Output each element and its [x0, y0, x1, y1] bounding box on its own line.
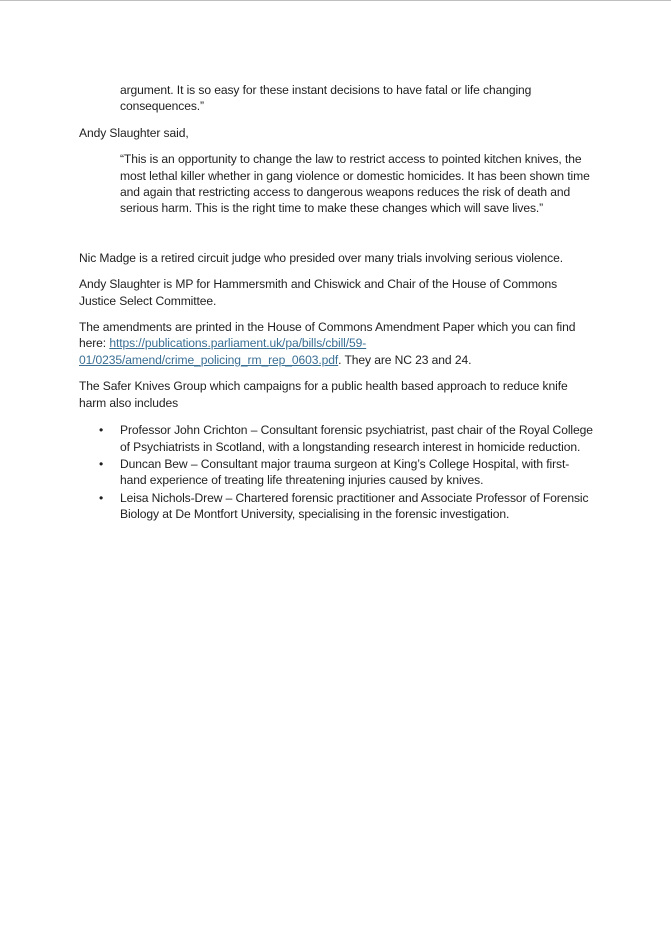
slaughter-bio: Andy Slaughter is MP for Hammersmith and Chiswick and Chair of the House of Commons Justice Select Committee. [79, 277, 558, 308]
list-item [79, 422, 595, 455]
members-list [79, 422, 595, 522]
bullet-icon: • [99, 423, 104, 438]
bullet-icon: • [99, 456, 104, 471]
group-intro: The Safer Knives Group which campaigns for a public health based approach to reduce knife harm also includes [79, 379, 568, 410]
amendments-paragraph [79, 319, 595, 368]
list-item [79, 490, 595, 523]
amendments-text-before: The amendments are printed in the House of Commons Amendment Paper which you can find here: [79, 320, 576, 351]
page-top-border [0, 0, 671, 1]
madge-bio: Nic Madge is a retired circuit judge who presided over many trials involving serious violence. [79, 250, 563, 265]
member-crichton: Professor John Crichton – Consultant forensic psychiatrist, past chair of the Royal College of Psychiatrists in Scotland, with a longstanding research interest in homicide reduction. [120, 423, 593, 454]
list-item [79, 456, 595, 489]
member-nichols-drew: Leisa Nichols-Drew – Chartered forensic practitioner and Associate Professor of Forensic Biology at De Montfort University, specialising in the forensic investigation. [120, 490, 589, 522]
amendments-text-after: . They are NC 23 and 24. [338, 352, 472, 367]
slaughter-intro: Andy Slaughter said, [79, 125, 189, 140]
quote-continuation: argument. It is so easy for these instant decisions to have fatal or life changing consequences.” [120, 83, 532, 114]
member-bew: Duncan Bew – Consultant major trauma surgeon at King’s College Hospital, with first-hand experience of treating life threatening injuries caused by knives. [120, 456, 570, 488]
amendment-paper-link[interactable]: https://publications.parliament.uk/pa/bills/cbill/59-01/0235/amend/crime_policing_rm_rep_0603.pdf [79, 336, 367, 367]
slaughter-quote: “This is an opportunity to change the law to restrict access to pointed kitchen knives, the most lethal killer whether in gang violence or domestic homicides. It has been shown time and again that restricting access to dangerous weapons reduces the risk of death and serious harm. This is the right time to make these changes which will save lives.” [120, 152, 590, 216]
bullet-icon: • [99, 490, 104, 505]
document-page [79, 82, 595, 524]
